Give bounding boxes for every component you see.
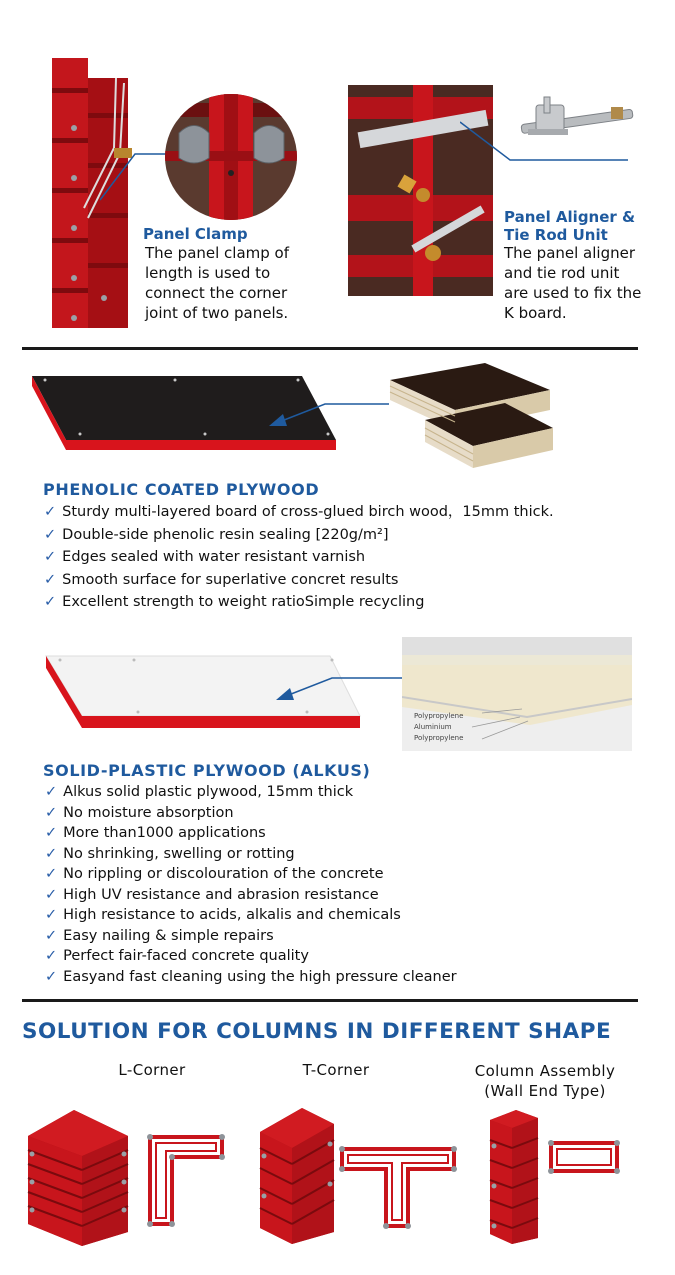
list-item [44,502,554,523]
list-item [45,946,457,967]
l-corner-plan-image [146,1133,226,1228]
section-divider [22,999,638,1002]
check-icon: ✓ [45,804,58,821]
phenolic-title: PHENOLIC COATED PLYWOOD [43,480,320,499]
list-item-text: No moisture absorption [63,804,234,821]
list-item [44,547,554,568]
list-item-text: Excellent strength to weight ratioSimple recycling [62,594,425,610]
list-item-text: High UV resistance and abrasion resistance [63,886,379,903]
list-item-text: Easyand fast cleaning using the high pressure cleaner [63,968,457,985]
list-item [45,803,457,824]
check-icon: ✓ [45,784,58,800]
caption-line: K board. [504,304,567,322]
check-icon: ✓ [45,845,58,862]
phenolic-feature-list [44,502,554,613]
list-item-text: Double-side phenolic resin sealing [220g/m²] [62,526,389,543]
list-item [45,782,457,803]
t-corner-plan-image [338,1145,458,1230]
check-icon: ✓ [44,549,57,565]
check-icon: ✓ [44,594,57,610]
list-item [45,967,457,988]
list-item [45,823,457,844]
plastic-callout-arrow [272,674,407,702]
check-icon: ✓ [45,825,58,841]
check-icon: ✓ [45,968,58,985]
phenolic-boards-image [385,358,555,473]
check-icon: ✓ [45,866,58,882]
list-item-text: Perfect fair-faced concrete quality [63,948,309,964]
clamp-callout-line [100,150,170,210]
check-icon: ✓ [44,571,57,588]
caption-line: connect the corner [145,284,288,302]
l-corner-label: L-Corner [118,1061,186,1079]
list-item [44,570,554,591]
panel-aligner-part-image [516,93,636,148]
list-item [45,905,457,926]
list-item-text: Alkus solid plastic plywood, 15mm thick [63,784,354,800]
caption-line: length is used to [145,264,271,282]
title-line: Tie Rod Unit [504,226,608,244]
check-icon: ✓ [45,907,58,923]
layer-label: Polypropylene [414,712,464,720]
list-item [44,592,554,613]
t-corner-label: T-Corner [302,1061,370,1079]
panel-clamp-detail-image [164,93,298,221]
list-item [44,525,554,546]
column-assembly-plan-image [547,1139,621,1175]
list-item-text: Sturdy multi-layered board of cross-glued birch wood，15mm thick. [62,504,554,520]
panel-aligner-description [504,243,641,323]
layer-labels [414,711,463,744]
list-item [45,864,457,885]
check-icon: ✓ [45,927,58,944]
caption-line: The panel aligner [504,244,636,262]
panel-aligner-title [504,208,635,244]
panel-clamp-description [145,243,289,323]
layer-label: Polypropylene [414,734,464,742]
caption-line: The panel clamp of [145,244,290,262]
plastic-feature-list [45,782,457,987]
phenolic-callout-arrow [265,398,390,428]
list-item [45,885,457,906]
t-corner-3d-image [256,1104,338,1246]
panel-clamp-title: Panel Clamp [143,225,248,243]
caption-line: joint of two panels. [145,304,289,322]
panel-aligner-photo [348,85,493,296]
label-line: (Wall End Type) [484,1082,606,1100]
list-item [45,844,457,865]
columns-title: SOLUTION FOR COLUMNS IN DIFFERENT SHAPE [22,1019,612,1044]
list-item [45,926,457,947]
check-icon: ✓ [44,526,57,543]
column-assembly-label [460,1061,630,1101]
check-icon: ✓ [45,886,58,903]
list-item-text: No shrinking, swelling or rotting [63,845,295,862]
list-item-text: Easy nailing & simple repairs [63,927,274,944]
l-corner-3d-image [24,1106,134,1248]
list-item-text: High resistance to acids, alkalis and chemicals [63,907,401,923]
check-icon: ✓ [44,504,57,520]
plastic-title: SOLID-PLASTIC PLYWOOD (ALKUS) [43,761,371,780]
section-divider [22,347,638,350]
list-item-text: Smooth surface for superlative concret results [62,571,399,588]
column-assembly-3d-image [486,1106,542,1246]
caption-line: and tie rod unit [504,264,620,282]
list-item-text: No rippling or discolouration of the concrete [63,866,384,882]
check-icon: ✓ [45,948,58,964]
list-item-text: More than1000 applications [63,825,266,841]
label-line: Column Assembly [474,1062,616,1080]
layer-label: Aluminium [414,723,452,731]
list-item-text: Edges sealed with water resistant varnish [62,549,366,565]
caption-line: are used to fix the [504,284,642,302]
title-line: Panel Aligner & [504,208,636,226]
